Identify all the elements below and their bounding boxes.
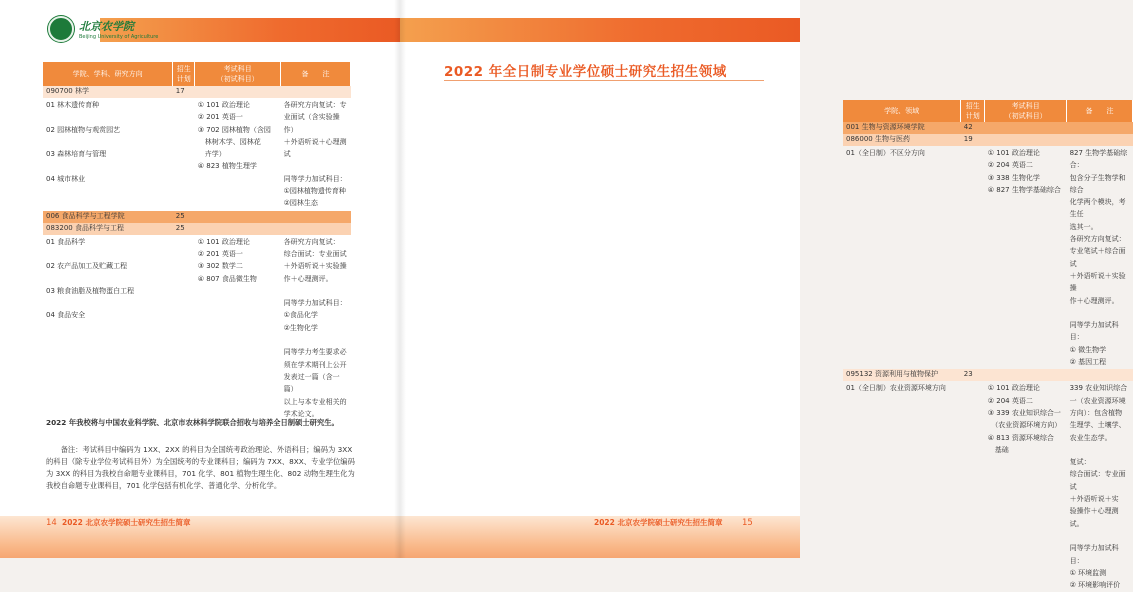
exam-subjects: ① 101 政治理论 ② 201 英语一 ③ 302 数学二 ④ 807 食品微生物 — [197, 237, 257, 283]
program-row — [43, 86, 351, 98]
column-header: 备 注 — [281, 62, 351, 86]
program-name: 090700 林学 — [43, 86, 173, 98]
remarks: 339 农业知识综合 一（农业资源环境 方向）：包含植物 生理学、土壤学、 农业生态学。 复试： 综合面试：专业面试 ＋外语听说＋实 验操作＋心理测试。 同等学力加试科目： ① 环境监测 ② 环境影响评价 — [1069, 384, 1128, 590]
program-cell — [985, 369, 1067, 381]
column-header: 招生 计划 — [961, 100, 985, 122]
program-row — [843, 369, 1133, 381]
subject-code-note: 备注：考试科目中编码为 1XX、2XX 的科目为全国统考政治理论、外语科目；编码为 3XX 的科目（除专业学位考试科目外）为全国统考的专业课科目；编码为 7XX、8XX、专业学位编码为 3XX 的科目为我校自命题专业课科目，701 化学、801 植物生理生化、802 动物生理生化为我校自命题专业课科目，701 化学包括有机化学、普通化学、分析化学。 — [46, 445, 355, 490]
book-gutter — [394, 0, 406, 558]
joint-training-note: 2022 年我校将与中国农业科学院、北京市农林科学院联合招收与培养全日制硕士研究生。 — [46, 418, 339, 427]
enrollment-plan: 19 — [961, 134, 985, 146]
program-cell — [985, 122, 1067, 134]
enrollment-plan: 17 — [173, 86, 195, 98]
research-directions: 01（全日制）农业资源环境方向 — [846, 384, 946, 393]
direction-row — [843, 381, 1133, 592]
right-page — [400, 0, 1128, 590]
program-name: 086000 生物与医药 — [843, 134, 961, 146]
program-name: 095132 资源利用与植物保护 — [843, 369, 961, 381]
column-header: 学院、领域 — [843, 100, 961, 122]
program-cell — [195, 86, 281, 98]
program-name: 001 生物与资源环境学院 — [843, 122, 961, 134]
program-row — [43, 223, 351, 235]
plan-cell — [961, 146, 985, 369]
program-cell — [195, 223, 281, 235]
remarks: 各研究方向复试： 综合面试：专业面试 ＋外语听说＋实验操 作＋心理测评。 同等学力加试科目： ①食品化学 ②生物化学 同等学力考生要求必 须在学术期刊上公开 发表过一篇（含一篇） 以上与本专业相关的 学术论文。 — [283, 237, 347, 418]
program-cell — [281, 211, 351, 223]
seal-icon — [48, 16, 74, 42]
exam-subjects: ① 101 政治理论 ② 204 英语二 ③ 339 农业知识综合一 （农业资源环境方向） ④ 813 资源环境综合 基础 — [987, 384, 1062, 454]
direction-row — [843, 146, 1133, 369]
enrollment-plan: 42 — [961, 122, 985, 134]
remarks: 各研究方向复试：专 业面试（含实验操作） ＋外语听说＋心理测 试 同等学力加试科目： ①园林植物遗传育种 ②园林生态 — [283, 101, 347, 208]
program-cell — [985, 134, 1067, 146]
university-logo: 北京农学院 Beijing University of Agriculture — [48, 16, 158, 42]
column-header: 考试科目 （初试科目） — [985, 100, 1067, 122]
direction-row — [43, 235, 351, 421]
footer-title: 2022 北京农学院硕士研究生招生简章 — [594, 518, 723, 527]
header-bar — [400, 18, 800, 42]
plan-cell — [961, 381, 985, 592]
remarks: 827 生物学基础综合： 包含分子生物学和综合 化学两个模块，考生任 选其一。 各研究方向复试： 专业笔试＋综合面试 ＋外语听说＋实验操 作＋心理测评。 同等学力加试科目： ① 微生物学 ② 基因工程 — [1069, 149, 1128, 367]
program-cell — [1067, 122, 1133, 134]
column-header: 学院、学科、研究方向 — [43, 62, 173, 86]
column-header: 考试科目 （初试科目） — [195, 62, 281, 86]
enrollment-plan: 25 — [173, 223, 195, 235]
title-divider — [444, 80, 764, 81]
page-title: 2022 年全日制专业学位硕士研究生招生领域 — [444, 64, 727, 80]
program-cell — [281, 86, 351, 98]
program-row — [843, 122, 1133, 134]
enrollment-plan: 25 — [173, 211, 195, 223]
footer-title: 2022 北京农学院硕士研究生招生简章 — [62, 518, 191, 527]
exam-subjects: ① 101 政治理论 ② 201 英语一 ③ 702 园林植物（含园 林树木学、园林花 卉学） ④ 823 植物生理学 — [197, 101, 271, 171]
plan-cell — [173, 235, 195, 421]
program-name: 006 食品科学与工程学院 — [43, 211, 173, 223]
enrollment-plan: 23 — [961, 369, 985, 381]
program-row — [843, 134, 1133, 146]
footer-band — [0, 516, 400, 558]
exam-subjects: ① 101 政治理论 ② 204 英语二 ③ 338 生物化学 ④ 827 生物学基础综合 — [987, 149, 1061, 194]
research-directions: 01 林木遗传育种 02 园林植物与观赏园艺 03 森林培育与管理 04 城市林业 — [46, 101, 121, 183]
program-row — [43, 211, 351, 223]
admissions-table — [43, 62, 351, 421]
column-header: 招生 计划 — [173, 62, 195, 86]
page-number: 15 — [742, 518, 753, 528]
plan-cell — [173, 98, 195, 211]
left-page — [0, 0, 400, 558]
research-directions: 01 食品科学 02 农产品加工及贮藏工程 03 粮食油脂及植物蛋白工程 04 食品安全 — [46, 237, 135, 320]
research-directions: 01（全日制）不区分方向 — [846, 149, 925, 157]
program-cell — [195, 211, 281, 223]
program-cell — [1067, 134, 1133, 146]
direction-row — [43, 98, 351, 211]
column-header: 备 注 — [1067, 100, 1133, 122]
program-cell — [1067, 369, 1133, 381]
page-number: 14 — [46, 518, 57, 528]
admissions-table — [843, 100, 1133, 592]
program-name: 083200 食品科学与工程 — [43, 223, 173, 235]
program-cell — [281, 223, 351, 235]
